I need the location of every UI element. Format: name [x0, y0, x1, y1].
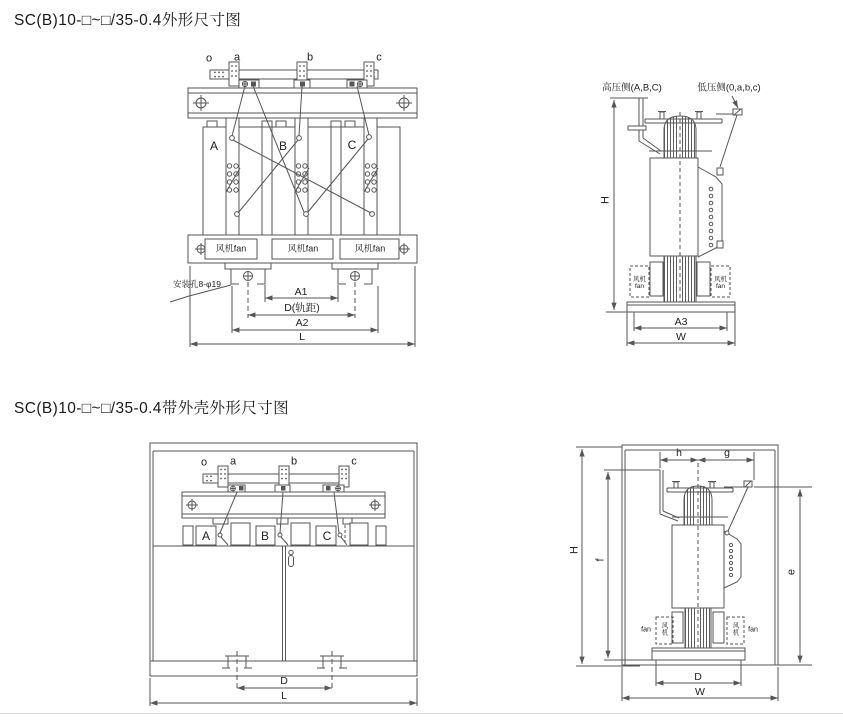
dim-label-h-small: h — [676, 446, 682, 459]
fan-en-label: fan — [634, 282, 645, 290]
terminal-label-c: c — [351, 455, 357, 468]
terminal-label-b: b — [306, 51, 314, 64]
phase-label-c: C — [347, 138, 357, 152]
terminal-label-o: o — [205, 52, 213, 65]
lv-side-label: 低压侧(0,a,b,c) — [697, 82, 761, 94]
fig2-side-view-drawing — [606, 96, 742, 346]
terminal-label-b: b — [290, 455, 298, 468]
dim-label-f: f — [594, 558, 607, 562]
section2-title: SC(B)10-□~□/35-0.4带外壳外形尺寸图 — [14, 400, 290, 417]
dim-label-e: e — [785, 568, 798, 576]
mounting-hole-label: 安装孔8-φ19 — [172, 278, 222, 289]
fan-cn-label: 风机 — [633, 275, 646, 283]
phase-label-c: C — [322, 529, 332, 543]
fan-label: 风机fan — [354, 243, 386, 254]
terminal-label-o: o — [200, 456, 208, 469]
lv-pointer-arrow — [732, 96, 738, 108]
dim-label-a1: A1 — [294, 285, 308, 298]
fan-label: 风机fan — [215, 243, 247, 254]
fig3-front-enclosure-drawing — [150, 443, 417, 706]
dim-label-a3: A3 — [674, 315, 688, 328]
fan-cn-label: 风机 — [732, 622, 740, 637]
fan-en-label: fan — [715, 282, 726, 290]
door-handle — [289, 556, 294, 567]
fan-en-label: fan — [641, 626, 651, 634]
terminal-label-c: c — [376, 51, 382, 64]
fan-label: 风机fan — [287, 243, 319, 254]
dim-label-h: H — [599, 196, 612, 204]
dim-label-w: W — [695, 685, 705, 698]
dim-label-g: g — [724, 446, 730, 459]
fan-cn-label: 风机 — [714, 275, 727, 283]
phase-label-b: B — [260, 529, 270, 543]
door-handle — [289, 550, 293, 554]
dim-label-l: L — [299, 330, 305, 343]
dim-label-d: D — [280, 674, 288, 687]
fan-cn-label: 风机 — [661, 622, 669, 637]
fig4-side-enclosure-drawing — [576, 445, 812, 701]
dim-label-h: H — [568, 546, 581, 554]
fan-box-label — [711, 267, 730, 296]
terminal-label-a: a — [233, 51, 241, 64]
dim-label-w: W — [676, 330, 686, 343]
phase-label-a: A — [201, 529, 211, 543]
lv-spiral-circles — [709, 187, 713, 247]
page-bottom-divider — [0, 713, 843, 714]
dim-label-track: D(轨距) — [284, 301, 320, 314]
fan-en-label: fan — [748, 626, 758, 634]
section1-title: SC(B)10-□~□/35-0.4外形尺寸图 — [14, 12, 242, 29]
lv-spiral-circles — [729, 543, 732, 576]
dim-label-d: D — [694, 670, 702, 683]
fig4-dimensions — [576, 447, 812, 666]
dim-label-a2: A2 — [295, 316, 309, 329]
phase-label-b: B — [278, 139, 288, 153]
dim-label-l: L — [281, 689, 287, 702]
hv-side-label: 高压侧(A,B,C) — [602, 82, 662, 94]
terminal-label-a: a — [229, 455, 237, 468]
fan-box-label — [630, 267, 649, 296]
phase-label-a: A — [209, 139, 219, 153]
